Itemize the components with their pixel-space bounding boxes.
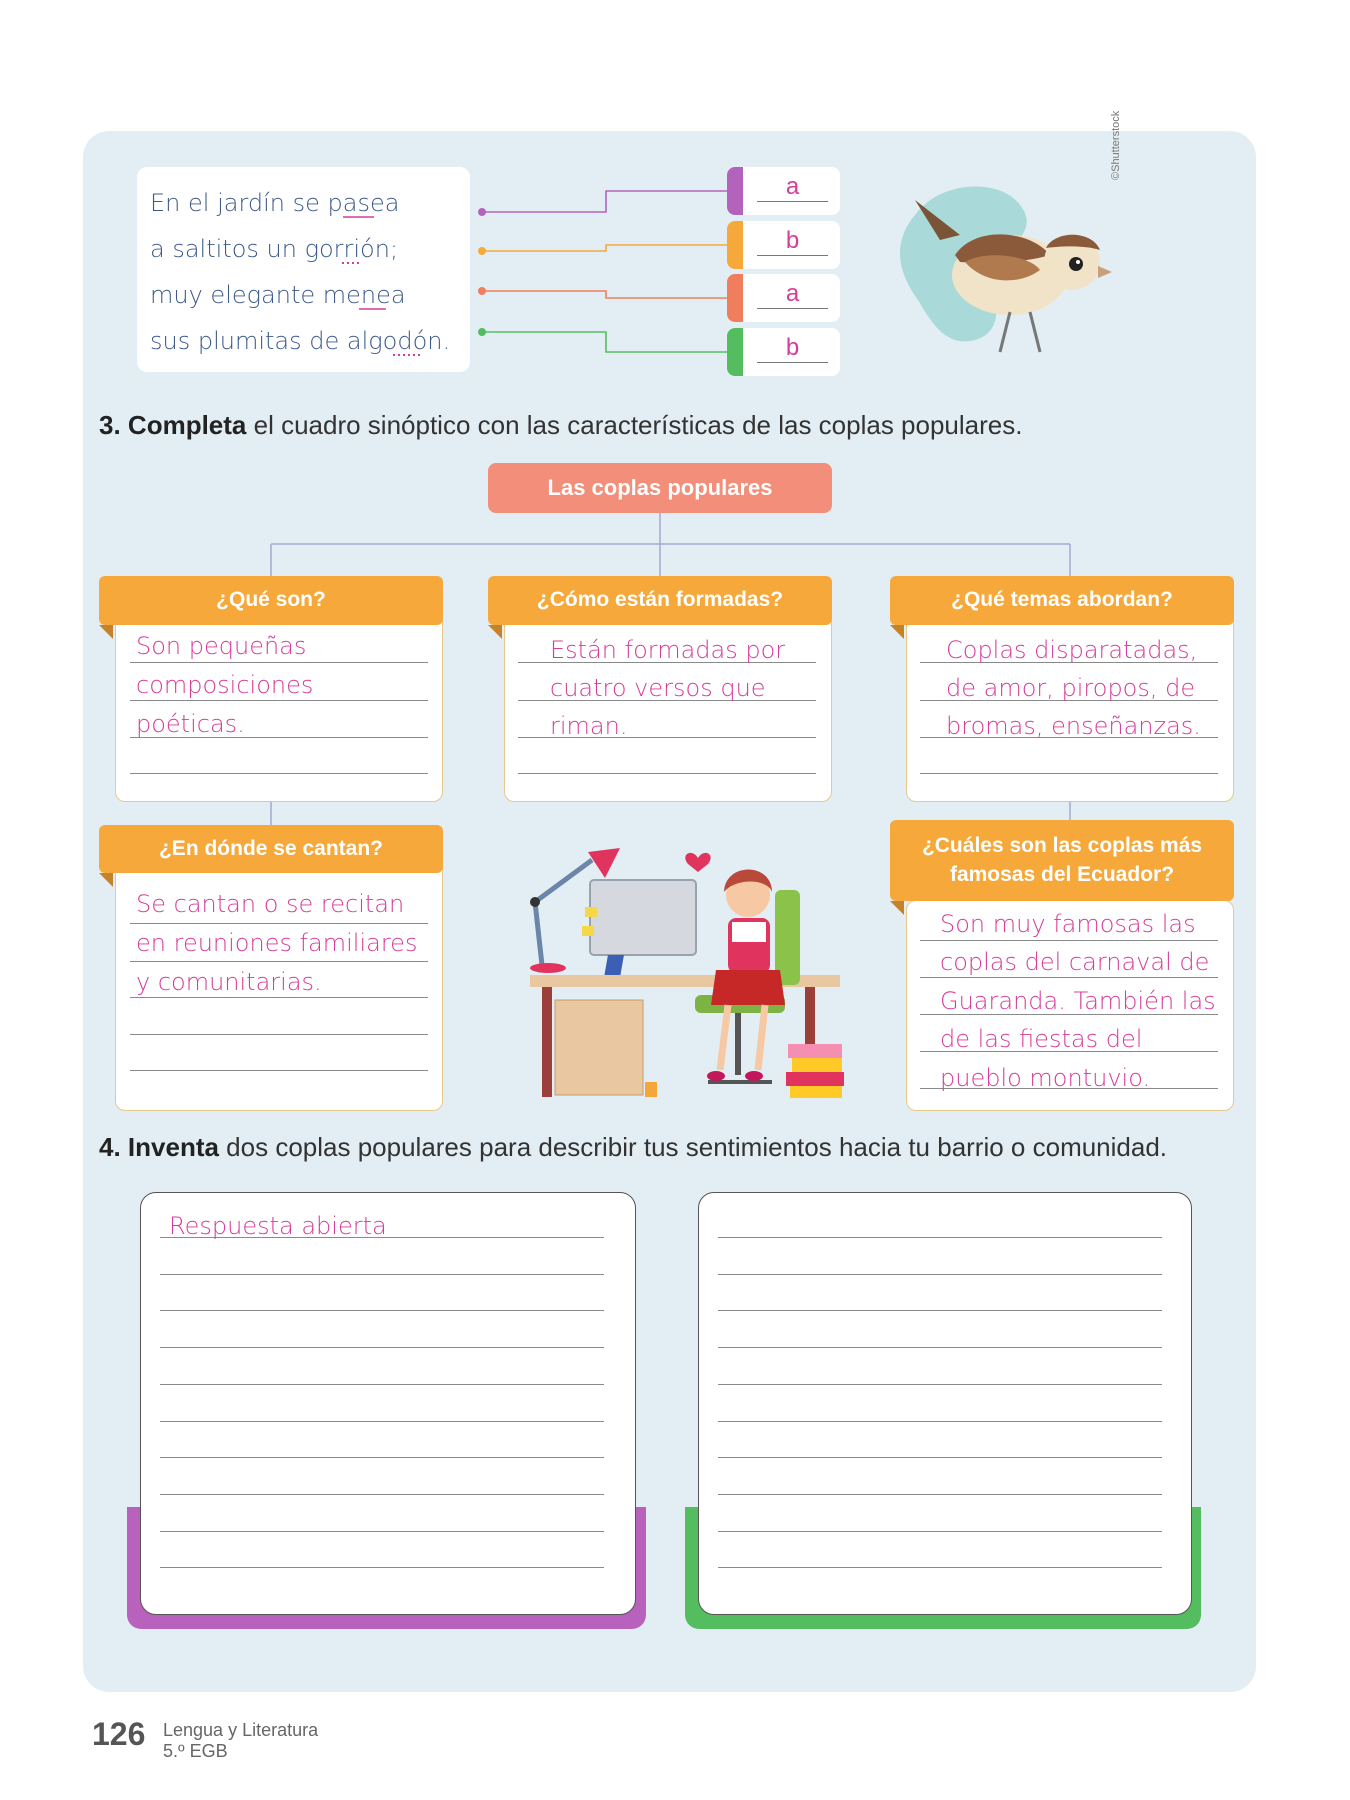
- card-title: ¿Cómo están formadas?: [488, 576, 832, 625]
- card-title-line-1: ¿Cuáles son las coplas más: [921, 834, 1203, 858]
- card-answer-line: Están formadas por: [550, 636, 786, 664]
- card-answer-line: coplas del carnaval de: [940, 948, 1210, 976]
- open-answer-text: Respuesta abierta: [169, 1212, 387, 1240]
- writing-box-1[interactable]: [140, 1192, 636, 1615]
- write-line: [718, 1310, 1162, 1311]
- write-line: [920, 977, 1218, 978]
- write-line: [130, 1034, 428, 1035]
- card-fold: [890, 901, 904, 915]
- write-line: [718, 1457, 1162, 1458]
- poem-line-1: En el jardín se pasea: [150, 189, 400, 217]
- card-title: ¿Qué son?: [99, 576, 443, 625]
- card-answer-line: en reuniones familiares: [136, 929, 418, 957]
- card-answer-line: riman.: [550, 712, 628, 740]
- writing-box-2[interactable]: [698, 1192, 1192, 1615]
- card-fold: [488, 625, 502, 639]
- write-line: [920, 940, 1218, 941]
- question-text: el cuadro sinóptico con las características de las coplas populares.: [246, 410, 1023, 440]
- write-line: [160, 1457, 604, 1458]
- write-line: [160, 1567, 604, 1568]
- answer-value: b: [785, 227, 800, 254]
- card-answer-line: Coplas disparatadas,: [946, 636, 1198, 664]
- card-answer-line: y comunitarias.: [136, 968, 322, 996]
- write-line: [130, 773, 428, 774]
- write-line: [160, 1384, 604, 1385]
- write-line: [160, 1274, 604, 1275]
- card-fold: [99, 625, 113, 639]
- card-answer-line: bromas, enseñanzas.: [946, 712, 1201, 740]
- write-line: [160, 1347, 604, 1348]
- write-line: [718, 1274, 1162, 1275]
- write-line: [160, 1421, 604, 1422]
- question-text: dos coplas populares para describir tus sentimientos hacia tu barrio o comunidad.: [218, 1132, 1168, 1162]
- write-line: [130, 1070, 428, 1071]
- diagram-root: Las coplas populares: [488, 463, 832, 513]
- write-line: [160, 1531, 604, 1532]
- write-line: [130, 961, 428, 962]
- card-answer-line: de amor, piropos, de: [946, 674, 1196, 702]
- write-line: [518, 773, 816, 774]
- question-4: [99, 1132, 1167, 1163]
- answer-value: b: [785, 334, 800, 361]
- write-line: [160, 1310, 604, 1311]
- card-answer-line: Se cantan o se recitan: [136, 890, 405, 918]
- write-line: [160, 1494, 604, 1495]
- write-line: [920, 773, 1218, 774]
- write-line: [130, 700, 428, 701]
- footer-grade: 5.º EGB: [163, 1741, 228, 1761]
- card-answer-line: composiciones: [136, 671, 314, 699]
- page-number: 126: [92, 1716, 146, 1752]
- write-line: [718, 1421, 1162, 1422]
- write-line: [130, 923, 428, 924]
- card-title: ¿Qué temas abordan?: [890, 576, 1234, 625]
- question-number: 4.: [99, 1132, 121, 1162]
- write-line: [718, 1237, 1162, 1238]
- poem-line-3: muy elegante menea: [150, 281, 406, 309]
- footer-subject: Lengua y Literatura: [163, 1720, 319, 1740]
- card-answer-line: Son pequeñas: [136, 632, 307, 660]
- write-line: [718, 1494, 1162, 1495]
- card-title: [890, 820, 1234, 901]
- write-line: [718, 1384, 1162, 1385]
- card-fold: [99, 873, 113, 887]
- write-line: [718, 1567, 1162, 1568]
- card-answer-line: pueblo montuvio.: [940, 1064, 1151, 1092]
- card-answer-line: Son muy famosas las: [940, 910, 1196, 938]
- answer-value: a: [785, 280, 800, 307]
- card-answer-line: de las fiestas del: [940, 1025, 1143, 1053]
- write-line: [718, 1347, 1162, 1348]
- image-credit: ©Shutterstock: [1110, 110, 1122, 180]
- card-answer-line: poéticas.: [136, 710, 245, 738]
- poem-line-2: a saltitos un gorrión;: [150, 235, 399, 263]
- write-line: [718, 1531, 1162, 1532]
- write-line: [130, 662, 428, 663]
- card-answer-line: cuatro versos que: [550, 674, 766, 702]
- card-title-line-2: famosas del Ecuador?: [949, 862, 1175, 886]
- poem-line-4: sus plumitas de algodón.: [150, 327, 451, 355]
- write-line: [130, 997, 428, 998]
- answer-value: a: [785, 173, 800, 200]
- question-number: 3.: [99, 410, 121, 440]
- card-fold: [890, 625, 904, 639]
- girl-desk-illustration: [480, 830, 860, 1120]
- card-title: ¿En dónde se cantan?: [99, 825, 443, 873]
- question-verb: Inventa: [127, 1132, 219, 1162]
- question-verb: Completa: [127, 410, 247, 440]
- card-answer-line: Guaranda. También las: [940, 987, 1216, 1015]
